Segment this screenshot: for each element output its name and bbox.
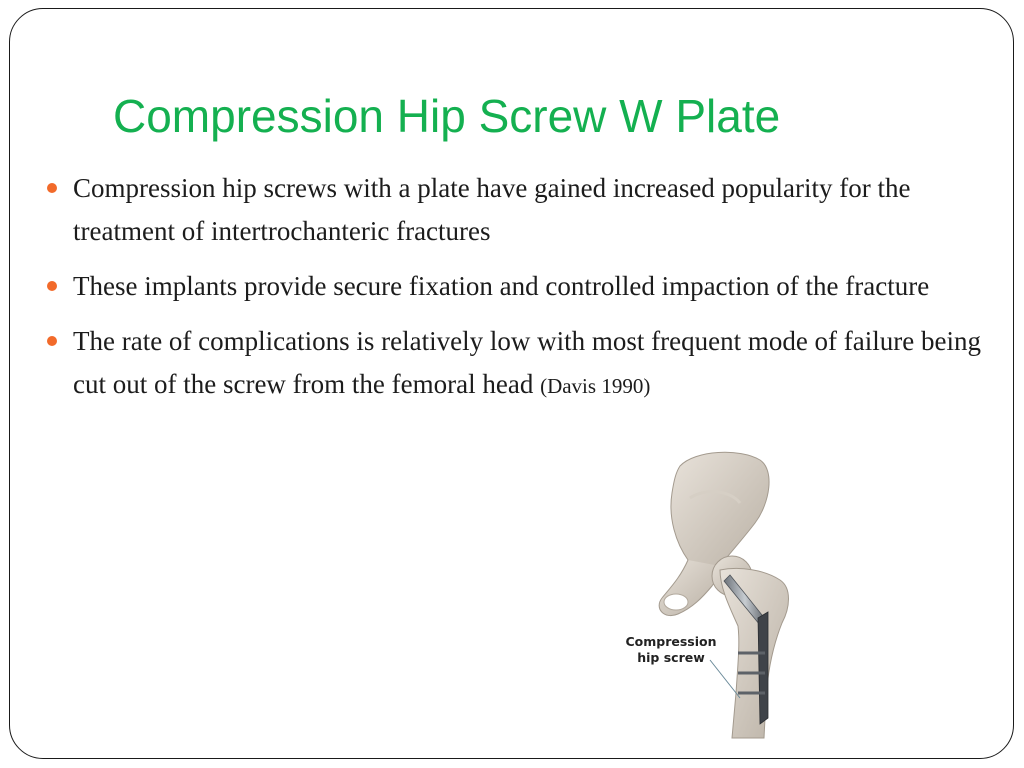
bullet-dot-icon bbox=[47, 281, 57, 291]
citation: (Davis 1990) bbox=[540, 374, 651, 398]
slide-title: Compression Hip Screw W Plate bbox=[113, 90, 781, 142]
hip-anatomy-image bbox=[570, 448, 870, 743]
figure-label-line1: Compression bbox=[625, 634, 717, 649]
bullet-text: Compression hip screws with a plate have gained increased popularity for the treatment of intertrochanteric fractures bbox=[73, 173, 911, 246]
bullet-dot-icon bbox=[47, 336, 57, 346]
side-plate-shape bbox=[758, 612, 768, 724]
bullet-item bbox=[44, 320, 1006, 408]
figure-label-line2: hip screw bbox=[637, 650, 705, 665]
pelvis-shape bbox=[671, 452, 769, 572]
bullet-item bbox=[44, 167, 1006, 253]
bullet-item bbox=[44, 265, 1006, 308]
bullet-list bbox=[44, 167, 1006, 420]
bullet-dot-icon bbox=[47, 183, 57, 193]
bullet-text: The rate of complications is relatively low with most frequent mode of failure being cut out of the screw from the femoral head bbox=[73, 326, 981, 399]
hip-screw-illustration bbox=[570, 448, 870, 743]
bullet-text: These implants provide secure fixation and controlled impaction of the fracture bbox=[73, 271, 930, 301]
